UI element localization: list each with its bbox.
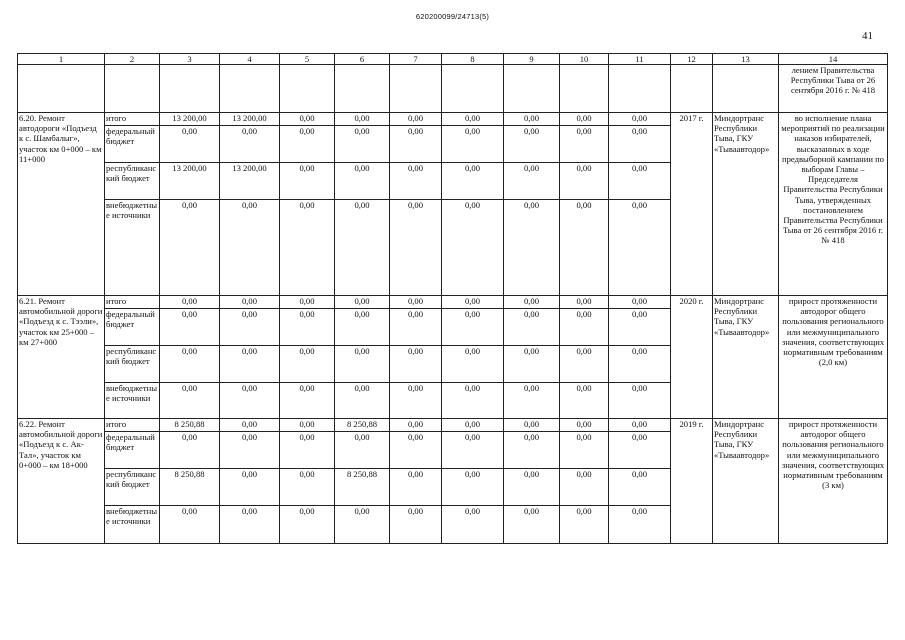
funding-source-label: республиканский бюджет [105, 346, 160, 383]
amount-cell: 0,00 [280, 383, 335, 419]
column-header: 11 [609, 54, 671, 65]
program-table [17, 53, 888, 544]
implementation-year: 2020 г. [671, 296, 713, 419]
amount-cell: 0,00 [442, 163, 504, 200]
amount-cell: 0,00 [335, 383, 390, 419]
amount-cell: 0,00 [390, 296, 442, 309]
amount-cell: 0,00 [335, 126, 390, 163]
amount-cell: 0,00 [609, 113, 671, 126]
amount-cell: 0,00 [442, 469, 504, 506]
amount-cell: 0,00 [504, 346, 560, 383]
table-row [18, 113, 888, 126]
column-header: 13 [713, 54, 779, 65]
amount-cell: 0,00 [442, 383, 504, 419]
amount-cell: 0,00 [220, 419, 280, 432]
funding-source-label: внебюджетные источники [105, 200, 160, 296]
amount-cell: 8 250,88 [160, 469, 220, 506]
amount-cell: 0,00 [335, 163, 390, 200]
amount-cell: 0,00 [280, 506, 335, 544]
amount-cell: 0,00 [220, 200, 280, 296]
amount-cell: 0,00 [504, 419, 560, 432]
section-title: 6.22. Ремонт автомобильной дороги «Подъезд к с. Ак-Тал», участок км 0+000 – км 18+000 [18, 419, 105, 544]
document-id: 620200099/24713(5) [415, 12, 490, 21]
amount-cell: 0,00 [160, 432, 220, 469]
amount-cell: 0,00 [504, 383, 560, 419]
column-header: 14 [779, 54, 888, 65]
amount-cell: 0,00 [442, 346, 504, 383]
amount-cell: 0,00 [335, 432, 390, 469]
amount-cell: 0,00 [560, 163, 609, 200]
amount-cell: 0,00 [280, 163, 335, 200]
amount-cell: 0,00 [504, 126, 560, 163]
amount-cell: 0,00 [160, 346, 220, 383]
amount-cell: 0,00 [609, 200, 671, 296]
implementation-year: 2019 г. [671, 419, 713, 544]
expected-result: прирост протяженности автодорог общего пользования регионального или межмуниципального значения, соответствующих нормативным требованиям (2,0 км) [779, 296, 888, 419]
column-header: 10 [560, 54, 609, 65]
amount-cell: 0,00 [160, 200, 220, 296]
continuation-row [18, 65, 888, 113]
amount-cell: 0,00 [280, 296, 335, 309]
executor: Миндортранс Республики Тыва, ГКУ «Тываавтодор» [713, 296, 779, 419]
amount-cell: 0,00 [390, 432, 442, 469]
amount-cell: 0,00 [160, 383, 220, 419]
amount-cell: 0,00 [442, 506, 504, 544]
executor: Миндортранс Республики Тыва, ГКУ «Тываавтодор» [713, 419, 779, 544]
amount-cell: 0,00 [442, 296, 504, 309]
amount-cell: 0,00 [560, 419, 609, 432]
amount-cell: 0,00 [390, 200, 442, 296]
column-header: 7 [390, 54, 442, 65]
column-header: 6 [335, 54, 390, 65]
amount-cell: 0,00 [160, 309, 220, 346]
amount-cell: 0,00 [220, 346, 280, 383]
amount-cell: 0,00 [442, 419, 504, 432]
implementation-year: 2017 г. [671, 113, 713, 296]
amount-cell: 0,00 [609, 506, 671, 544]
amount-cell: 0,00 [504, 469, 560, 506]
amount-cell: 8 250,88 [335, 469, 390, 506]
table-row [18, 419, 888, 432]
funding-source-label: республиканский бюджет [105, 163, 160, 200]
amount-cell: 0,00 [160, 296, 220, 309]
amount-cell: 0,00 [220, 296, 280, 309]
expected-result: прирост протяженности автодорог общего пользования регионального или межмуниципального значения, соответствующих нормативным требованиям (3 км) [779, 419, 888, 544]
amount-cell: 0,00 [220, 506, 280, 544]
amount-cell: 0,00 [504, 200, 560, 296]
amount-cell: 0,00 [220, 432, 280, 469]
amount-cell: 0,00 [609, 419, 671, 432]
amount-cell: 0,00 [390, 113, 442, 126]
funding-source-label: внебюджетные источники [105, 383, 160, 419]
amount-cell: 0,00 [560, 469, 609, 506]
amount-cell: 0,00 [560, 506, 609, 544]
amount-cell: 0,00 [504, 163, 560, 200]
section-title: 6.20. Ремонт автодороги «Подъезд к с. Шамбалыг», участок км 0+000 – км 11+000 [18, 113, 105, 296]
amount-cell: 0,00 [560, 346, 609, 383]
amount-cell: 13 200,00 [160, 163, 220, 200]
amount-cell: 0,00 [560, 200, 609, 296]
column-header: 2 [105, 54, 160, 65]
amount-cell: 0,00 [560, 296, 609, 309]
amount-cell: 0,00 [504, 113, 560, 126]
funding-source-label: итого [105, 113, 160, 126]
amount-cell: 0,00 [335, 309, 390, 346]
column-header: 9 [504, 54, 560, 65]
amount-cell: 0,00 [280, 469, 335, 506]
amount-cell: 8 250,88 [160, 419, 220, 432]
amount-cell: 0,00 [560, 383, 609, 419]
amount-cell: 0,00 [390, 506, 442, 544]
amount-cell: 0,00 [280, 113, 335, 126]
amount-cell: 0,00 [442, 432, 504, 469]
amount-cell: 0,00 [560, 126, 609, 163]
amount-cell: 0,00 [280, 346, 335, 383]
amount-cell: 0,00 [390, 346, 442, 383]
amount-cell: 0,00 [504, 432, 560, 469]
amount-cell: 0,00 [609, 309, 671, 346]
amount-cell: 0,00 [390, 419, 442, 432]
amount-cell: 0,00 [280, 126, 335, 163]
amount-cell: 0,00 [390, 383, 442, 419]
continuation-note: лением Правительства Республики Тыва от 26 сентября 2016 г. № 418 [779, 65, 888, 113]
amount-cell: 0,00 [609, 383, 671, 419]
amount-cell: 0,00 [335, 200, 390, 296]
funding-source-label: республиканский бюджет [105, 469, 160, 506]
amount-cell: 0,00 [390, 163, 442, 200]
amount-cell: 0,00 [442, 200, 504, 296]
amount-cell: 0,00 [335, 113, 390, 126]
amount-cell: 0,00 [390, 469, 442, 506]
section-title: 6.21. Ремонт автомобильной дороги «Подъезд к с. Тээли», участок км 25+000 – км 27+000 [18, 296, 105, 419]
amount-cell: 0,00 [560, 113, 609, 126]
amount-cell: 0,00 [160, 126, 220, 163]
column-header: 1 [18, 54, 105, 65]
amount-cell: 0,00 [335, 506, 390, 544]
column-header: 3 [160, 54, 220, 65]
column-header: 12 [671, 54, 713, 65]
amount-cell: 0,00 [560, 432, 609, 469]
amount-cell: 13 200,00 [220, 163, 280, 200]
amount-cell: 0,00 [609, 163, 671, 200]
amount-cell: 0,00 [220, 469, 280, 506]
table-row [18, 296, 888, 309]
amount-cell: 0,00 [220, 309, 280, 346]
amount-cell: 0,00 [442, 113, 504, 126]
amount-cell: 0,00 [609, 432, 671, 469]
amount-cell: 0,00 [609, 469, 671, 506]
amount-cell: 0,00 [609, 346, 671, 383]
funding-source-label: федеральный бюджет [105, 432, 160, 469]
executor: Миндортранс Республики Тыва, ГКУ «Тываавтодор» [713, 113, 779, 296]
amount-cell: 0,00 [160, 506, 220, 544]
amount-cell: 0,00 [335, 296, 390, 309]
column-header: 8 [442, 54, 504, 65]
amount-cell: 0,00 [280, 419, 335, 432]
funding-source-label: итого [105, 296, 160, 309]
amount-cell: 0,00 [390, 309, 442, 346]
amount-cell: 0,00 [335, 346, 390, 383]
amount-cell: 0,00 [220, 126, 280, 163]
amount-cell: 0,00 [504, 506, 560, 544]
amount-cell: 0,00 [609, 126, 671, 163]
column-header: 4 [220, 54, 280, 65]
amount-cell: 0,00 [280, 432, 335, 469]
amount-cell: 0,00 [504, 296, 560, 309]
funding-source-label: федеральный бюджет [105, 309, 160, 346]
amount-cell: 0,00 [280, 309, 335, 346]
expected-result: во исполнение плана мероприятий по реализации наказов избирателей, высказанных в ходе предвыборной кампании по выборам Главы – Председателя Правительства Республики Тыва, утвержденных постановлением Правительства Республики Тыва от 26 сентября 2016 г. № 418 [779, 113, 888, 296]
amount-cell: 0,00 [609, 296, 671, 309]
funding-source-label: внебюджетные источники [105, 506, 160, 544]
amount-cell: 0,00 [442, 309, 504, 346]
amount-cell: 0,00 [280, 200, 335, 296]
amount-cell: 0,00 [442, 126, 504, 163]
amount-cell: 0,00 [220, 383, 280, 419]
amount-cell: 13 200,00 [160, 113, 220, 126]
funding-source-label: итого [105, 419, 160, 432]
amount-cell: 0,00 [504, 309, 560, 346]
column-header: 5 [280, 54, 335, 65]
amount-cell: 0,00 [560, 309, 609, 346]
page-number: 41 [862, 30, 873, 42]
column-number-row [18, 54, 888, 65]
amount-cell: 0,00 [390, 126, 442, 163]
amount-cell: 13 200,00 [220, 113, 280, 126]
funding-source-label: федеральный бюджет [105, 126, 160, 163]
amount-cell: 8 250,88 [335, 419, 390, 432]
